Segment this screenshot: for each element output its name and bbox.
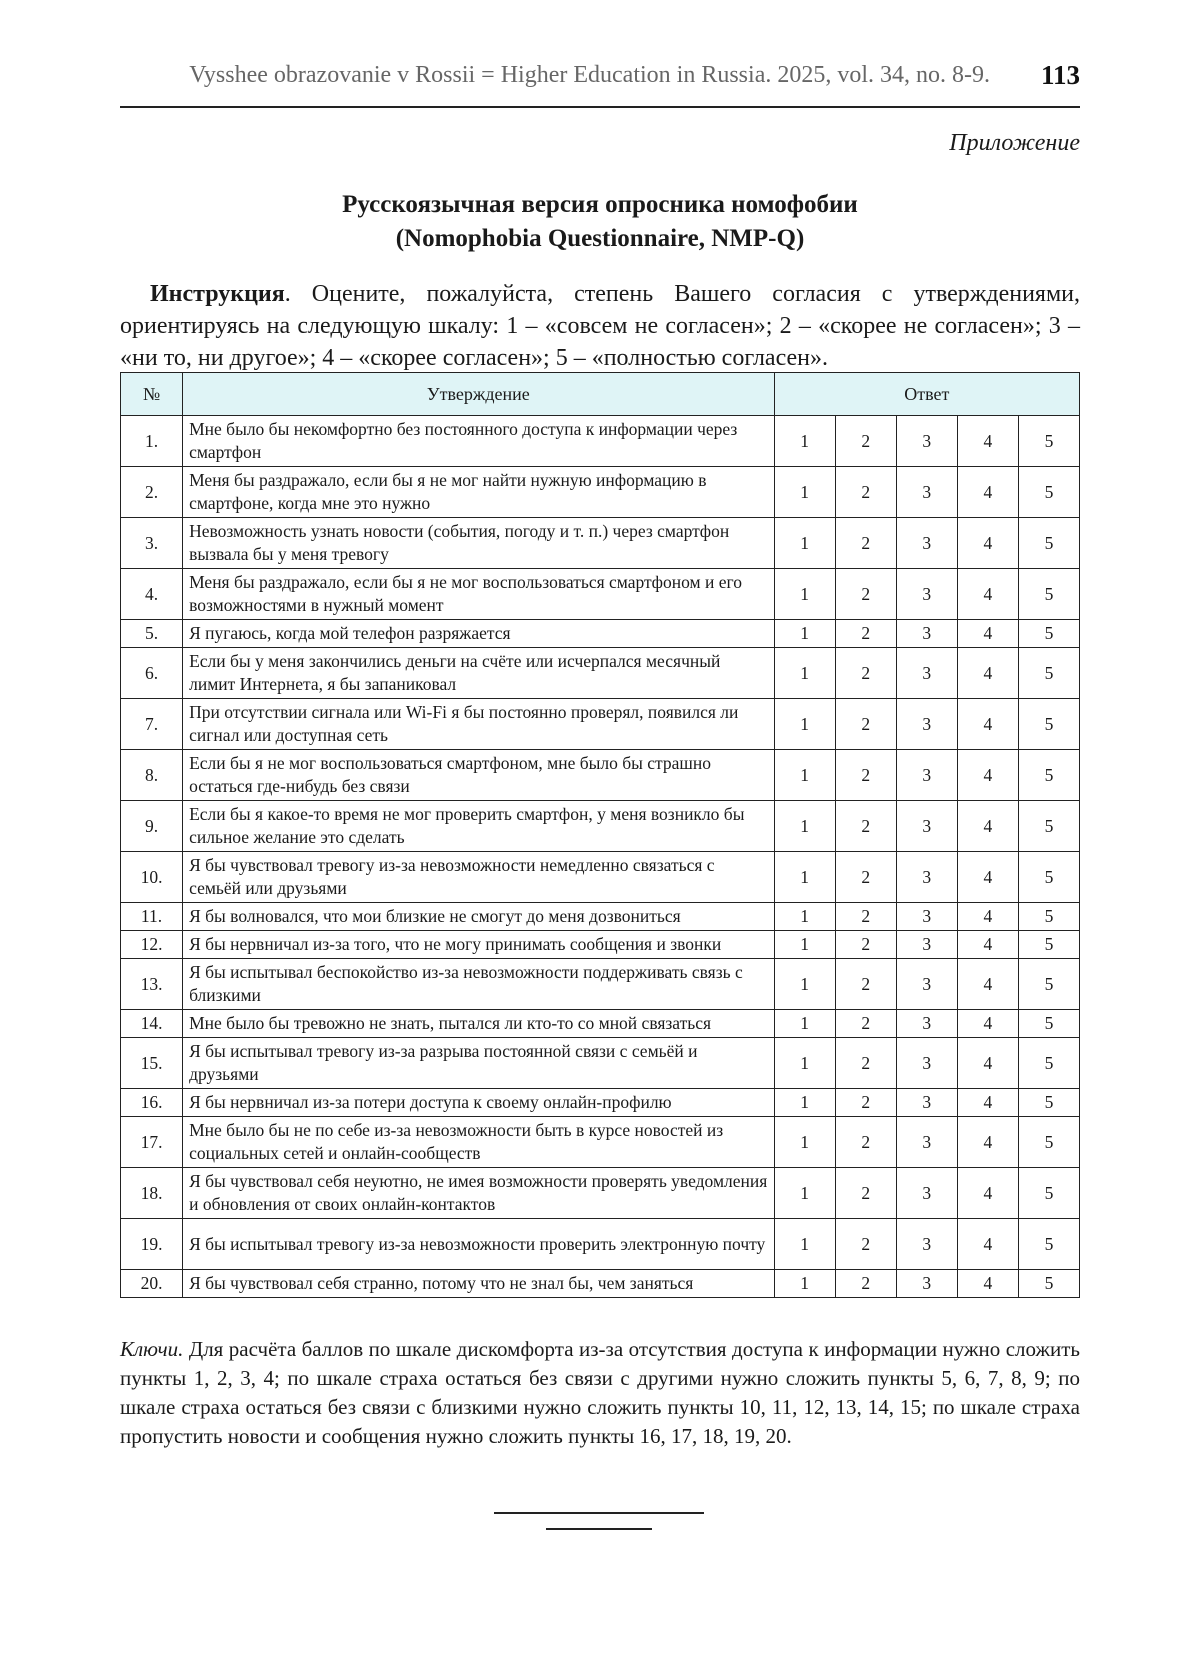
- answer-option-1[interactable]: 1: [774, 1038, 835, 1089]
- end-rule-short: [546, 1528, 652, 1530]
- row-statement: Меня бы раздражало, если бы я не мог воспользоваться смартфоном и его возможностями в нужный момент: [183, 569, 774, 620]
- answer-option-3[interactable]: 3: [896, 416, 957, 467]
- row-statement: Я бы волновался, что мои близкие не смогут до меня дозвониться: [183, 903, 774, 931]
- row-statement: Я бы испытывал тревогу из-за разрыва постоянной связи с семьёй и друзьями: [183, 1038, 774, 1089]
- answer-option-4[interactable]: 4: [957, 1038, 1018, 1089]
- table-row: [121, 518, 1080, 569]
- answer-option-3[interactable]: 3: [896, 1219, 957, 1270]
- answer-option-1[interactable]: 1: [774, 1270, 835, 1298]
- end-rule-long: [494, 1512, 704, 1514]
- table-row: [121, 750, 1080, 801]
- page-header: [120, 60, 1080, 108]
- answer-option-3[interactable]: 3: [896, 801, 957, 852]
- answer-option-1[interactable]: 1: [774, 959, 835, 1010]
- answer-option-4[interactable]: 4: [957, 467, 1018, 518]
- table-row: [121, 1168, 1080, 1219]
- answer-option-1[interactable]: 1: [774, 648, 835, 699]
- answer-option-2[interactable]: 2: [835, 518, 896, 569]
- table-row: [121, 467, 1080, 518]
- row-statement: Я бы испытывал беспокойство из-за невозможности поддерживать связь с близкими: [183, 959, 774, 1010]
- answer-option-2[interactable]: 2: [835, 1038, 896, 1089]
- row-statement: При отсутствии сигнала или Wi-Fi я бы постоянно проверял, появился ли сигнал или доступная сеть: [183, 699, 774, 750]
- header-statement: Утверждение: [183, 373, 774, 416]
- answer-option-5[interactable]: 5: [1018, 518, 1079, 569]
- answer-option-2[interactable]: 2: [835, 852, 896, 903]
- answer-option-2[interactable]: 2: [835, 467, 896, 518]
- row-number: 15.: [121, 1038, 183, 1089]
- table-row: [121, 699, 1080, 750]
- page-number: 113: [1040, 60, 1080, 90]
- row-statement: Я пугаюсь, когда мой телефон разряжается: [183, 620, 774, 648]
- answer-option-3[interactable]: 3: [896, 620, 957, 648]
- row-statement: Меня бы раздражало, если бы я не мог найти нужную информацию в смартфоне, когда мне это нужно: [183, 467, 774, 518]
- answer-option-2[interactable]: 2: [835, 1270, 896, 1298]
- answer-option-3[interactable]: 3: [896, 467, 957, 518]
- row-statement: Я бы чувствовал тревогу из-за невозможности немедленно связаться с семьёй или друзьями: [183, 852, 774, 903]
- row-number: 13.: [121, 959, 183, 1010]
- answer-option-5[interactable]: 5: [1018, 648, 1079, 699]
- answer-option-5[interactable]: 5: [1018, 750, 1079, 801]
- answer-option-4[interactable]: 4: [957, 750, 1018, 801]
- questionnaire-table: [120, 372, 1080, 1298]
- row-statement: Я бы чувствовал себя неуютно, не имея возможности проверять уведомления и обновления от своих онлайн-контактов: [183, 1168, 774, 1219]
- row-number: 10.: [121, 852, 183, 903]
- row-number: 1.: [121, 416, 183, 467]
- row-number: 7.: [121, 699, 183, 750]
- table-row: [121, 931, 1080, 959]
- answer-option-2[interactable]: 2: [835, 699, 896, 750]
- answer-option-2[interactable]: 2: [835, 750, 896, 801]
- row-number: 16.: [121, 1089, 183, 1117]
- answer-option-3[interactable]: 3: [896, 903, 957, 931]
- row-number: 3.: [121, 518, 183, 569]
- answer-option-2[interactable]: 2: [835, 416, 896, 467]
- answer-option-2[interactable]: 2: [835, 1219, 896, 1270]
- table-row: [121, 1117, 1080, 1168]
- answer-option-5[interactable]: 5: [1018, 1089, 1079, 1117]
- row-statement: Мне было бы тревожно не знать, пытался ли кто-то со мной связаться: [183, 1010, 774, 1038]
- row-statement: Я бы чувствовал себя странно, потому что не знал бы, чем заняться: [183, 1270, 774, 1298]
- answer-option-4[interactable]: 4: [957, 931, 1018, 959]
- answer-option-3[interactable]: 3: [896, 1010, 957, 1038]
- row-number: 17.: [121, 1117, 183, 1168]
- answer-option-3[interactable]: 3: [896, 959, 957, 1010]
- table-row: [121, 801, 1080, 852]
- row-number: 12.: [121, 931, 183, 959]
- table-row: [121, 1270, 1080, 1298]
- answer-option-1[interactable]: 1: [774, 1168, 835, 1219]
- answer-option-2[interactable]: 2: [835, 931, 896, 959]
- answer-option-1[interactable]: 1: [774, 801, 835, 852]
- instruction-text: . Оцените, пожалуйста, степень Вашего согласия с утверждениями, ориентируясь на следующую шкалу: 1 – «совсем не согласен»; 2 – «скорее не согласен»; 3 – «ни то, ни другое»; 4 – «скорее согласен»; 5 – «полностью согласен».: [120, 281, 1080, 371]
- table-row: [121, 1038, 1080, 1089]
- table-row: [121, 620, 1080, 648]
- answer-option-2[interactable]: 2: [835, 959, 896, 1010]
- answer-option-5[interactable]: 5: [1018, 801, 1079, 852]
- instruction-lead: Инструкция: [150, 281, 285, 307]
- answer-option-5[interactable]: 5: [1018, 1219, 1079, 1270]
- answer-option-1[interactable]: 1: [774, 416, 835, 467]
- answer-option-3[interactable]: 3: [896, 1038, 957, 1089]
- answer-option-4[interactable]: 4: [957, 699, 1018, 750]
- answer-option-4[interactable]: 4: [957, 1270, 1018, 1298]
- answer-option-3[interactable]: 3: [896, 569, 957, 620]
- answer-option-1[interactable]: 1: [774, 1010, 835, 1038]
- answer-option-4[interactable]: 4: [957, 1089, 1018, 1117]
- answer-option-2[interactable]: 2: [835, 903, 896, 931]
- row-statement: Если бы я не мог воспользоваться смартфоном, мне было бы страшно остаться где-нибудь без связи: [183, 750, 774, 801]
- answer-option-1[interactable]: 1: [774, 467, 835, 518]
- answer-option-1[interactable]: 1: [774, 620, 835, 648]
- answer-option-4[interactable]: 4: [957, 1010, 1018, 1038]
- table-row: [121, 416, 1080, 467]
- answer-option-2[interactable]: 2: [835, 801, 896, 852]
- instruction-paragraph: [120, 278, 1080, 374]
- title-line-2: (Nomophobia Questionnaire, NMP-Q): [395, 225, 805, 252]
- answer-option-5[interactable]: 5: [1018, 959, 1079, 1010]
- answer-option-4[interactable]: 4: [957, 518, 1018, 569]
- answer-option-2[interactable]: 2: [835, 1010, 896, 1038]
- row-number: 18.: [121, 1168, 183, 1219]
- answer-option-3[interactable]: 3: [896, 648, 957, 699]
- answer-option-3[interactable]: 3: [896, 852, 957, 903]
- row-number: 6.: [121, 648, 183, 699]
- answer-option-2[interactable]: 2: [835, 620, 896, 648]
- table-row: [121, 1089, 1080, 1117]
- row-statement: Мне было бы некомфортно без постоянного доступа к информации через смартфон: [183, 416, 774, 467]
- answer-option-5[interactable]: 5: [1018, 852, 1079, 903]
- row-statement: Мне было бы не по себе из-за невозможности быть в курсе новостей из социальных сетей и онлайн-сообществ: [183, 1117, 774, 1168]
- table-row: [121, 569, 1080, 620]
- header-answer: Ответ: [774, 373, 1079, 416]
- row-number: 19.: [121, 1219, 183, 1270]
- answer-option-4[interactable]: 4: [957, 801, 1018, 852]
- row-number: 14.: [121, 1010, 183, 1038]
- title-line-1: Русскоязычная версия опросника номофобии: [342, 191, 858, 218]
- table-header-row: [121, 373, 1080, 416]
- keys-text: Для расчёта баллов по шкале дискомфорта из-за отсутствия доступа к информации нужно сложить пункты 1, 2, 3, 4; по шкале страха остаться без связи с другими нужно сложить пункты 5, 6, 7, 8, 9; по шкале страха остаться без связи с близкими нужно сложить пункты 10, 11, 12, 13, 14, 15; по шкале страха пропустить новости и сообщения нужно сложить пункты 16, 17, 18, 19, 20.: [120, 1337, 1080, 1448]
- answer-option-3[interactable]: 3: [896, 931, 957, 959]
- answer-option-3[interactable]: 3: [896, 518, 957, 569]
- answer-option-1[interactable]: 1: [774, 518, 835, 569]
- answer-option-3[interactable]: 3: [896, 1117, 957, 1168]
- row-number: 8.: [121, 750, 183, 801]
- answer-option-2[interactable]: 2: [835, 648, 896, 699]
- answer-option-3[interactable]: 3: [896, 1089, 957, 1117]
- answer-option-4[interactable]: 4: [957, 1117, 1018, 1168]
- row-number: 2.: [121, 467, 183, 518]
- table-row: [121, 852, 1080, 903]
- row-statement: Я бы нервничал из-за потери доступа к своему онлайн-профилю: [183, 1089, 774, 1117]
- answer-option-5[interactable]: 5: [1018, 569, 1079, 620]
- answer-option-1[interactable]: 1: [774, 903, 835, 931]
- table-body: [121, 416, 1080, 1298]
- row-statement: Невозможность узнать новости (события, погоду и т. п.) через смартфон вызвала бы у меня тревогу: [183, 518, 774, 569]
- answer-option-4[interactable]: 4: [957, 1219, 1018, 1270]
- row-statement: Если бы я какое-то время не мог проверить смартфон, у меня возникло бы сильное желание это сделать: [183, 801, 774, 852]
- answer-option-5[interactable]: 5: [1018, 699, 1079, 750]
- row-number: 11.: [121, 903, 183, 931]
- answer-option-5[interactable]: 5: [1018, 931, 1079, 959]
- answer-option-1[interactable]: 1: [774, 852, 835, 903]
- row-number: 4.: [121, 569, 183, 620]
- answer-option-5[interactable]: 5: [1018, 1168, 1079, 1219]
- answer-option-4[interactable]: 4: [957, 569, 1018, 620]
- row-number: 9.: [121, 801, 183, 852]
- answer-option-2[interactable]: 2: [835, 1117, 896, 1168]
- answer-option-5[interactable]: 5: [1018, 416, 1079, 467]
- row-statement: Я бы испытывал тревогу из-за невозможности проверить электронную почту: [183, 1219, 774, 1270]
- keys-lead: Ключи.: [120, 1337, 184, 1361]
- appendix-label: Приложение: [949, 130, 1080, 156]
- answer-option-1[interactable]: 1: [774, 1117, 835, 1168]
- answer-option-5[interactable]: 5: [1018, 1038, 1079, 1089]
- answer-option-3[interactable]: 3: [896, 699, 957, 750]
- answer-option-5[interactable]: 5: [1018, 620, 1079, 648]
- table-row: [121, 648, 1080, 699]
- answer-option-1[interactable]: 1: [774, 931, 835, 959]
- row-number: 5.: [121, 620, 183, 648]
- row-number: 20.: [121, 1270, 183, 1298]
- table-row: [121, 1219, 1080, 1270]
- answer-option-1[interactable]: 1: [774, 1089, 835, 1117]
- header-num: №: [121, 373, 183, 416]
- answer-option-2[interactable]: 2: [835, 569, 896, 620]
- answer-option-1[interactable]: 1: [774, 569, 835, 620]
- answer-option-4[interactable]: 4: [957, 648, 1018, 699]
- answer-option-5[interactable]: 5: [1018, 903, 1079, 931]
- answer-option-3[interactable]: 3: [896, 1270, 957, 1298]
- table-row: [121, 959, 1080, 1010]
- answer-option-3[interactable]: 3: [896, 750, 957, 801]
- document-title: [120, 188, 1080, 256]
- row-statement: Я бы нервничал из-за того, что не могу принимать сообщения и звонки: [183, 931, 774, 959]
- answer-option-5[interactable]: 5: [1018, 467, 1079, 518]
- row-statement: Если бы у меня закончились деньги на счёте или исчерпался месячный лимит Интернета, я бы запаниковал: [183, 648, 774, 699]
- answer-option-5[interactable]: 5: [1018, 1270, 1079, 1298]
- answer-option-4[interactable]: 4: [957, 903, 1018, 931]
- answer-option-5[interactable]: 5: [1018, 1117, 1079, 1168]
- answer-option-4[interactable]: 4: [957, 852, 1018, 903]
- running-title: Vysshee obrazovanie v Rossii = Higher Education in Russia. 2025, vol. 34, no. 8-9.: [189, 62, 990, 88]
- table-row: [121, 1010, 1080, 1038]
- table-row: [121, 903, 1080, 931]
- answer-option-3[interactable]: 3: [896, 1168, 957, 1219]
- scoring-keys: [120, 1335, 1080, 1451]
- answer-option-2[interactable]: 2: [835, 1089, 896, 1117]
- answer-option-4[interactable]: 4: [957, 416, 1018, 467]
- answer-option-1[interactable]: 1: [774, 1219, 835, 1270]
- answer-option-1[interactable]: 1: [774, 699, 835, 750]
- answer-option-4[interactable]: 4: [957, 959, 1018, 1010]
- answer-option-4[interactable]: 4: [957, 620, 1018, 648]
- answer-option-2[interactable]: 2: [835, 1168, 896, 1219]
- answer-option-4[interactable]: 4: [957, 1168, 1018, 1219]
- answer-option-1[interactable]: 1: [774, 750, 835, 801]
- answer-option-5[interactable]: 5: [1018, 1010, 1079, 1038]
